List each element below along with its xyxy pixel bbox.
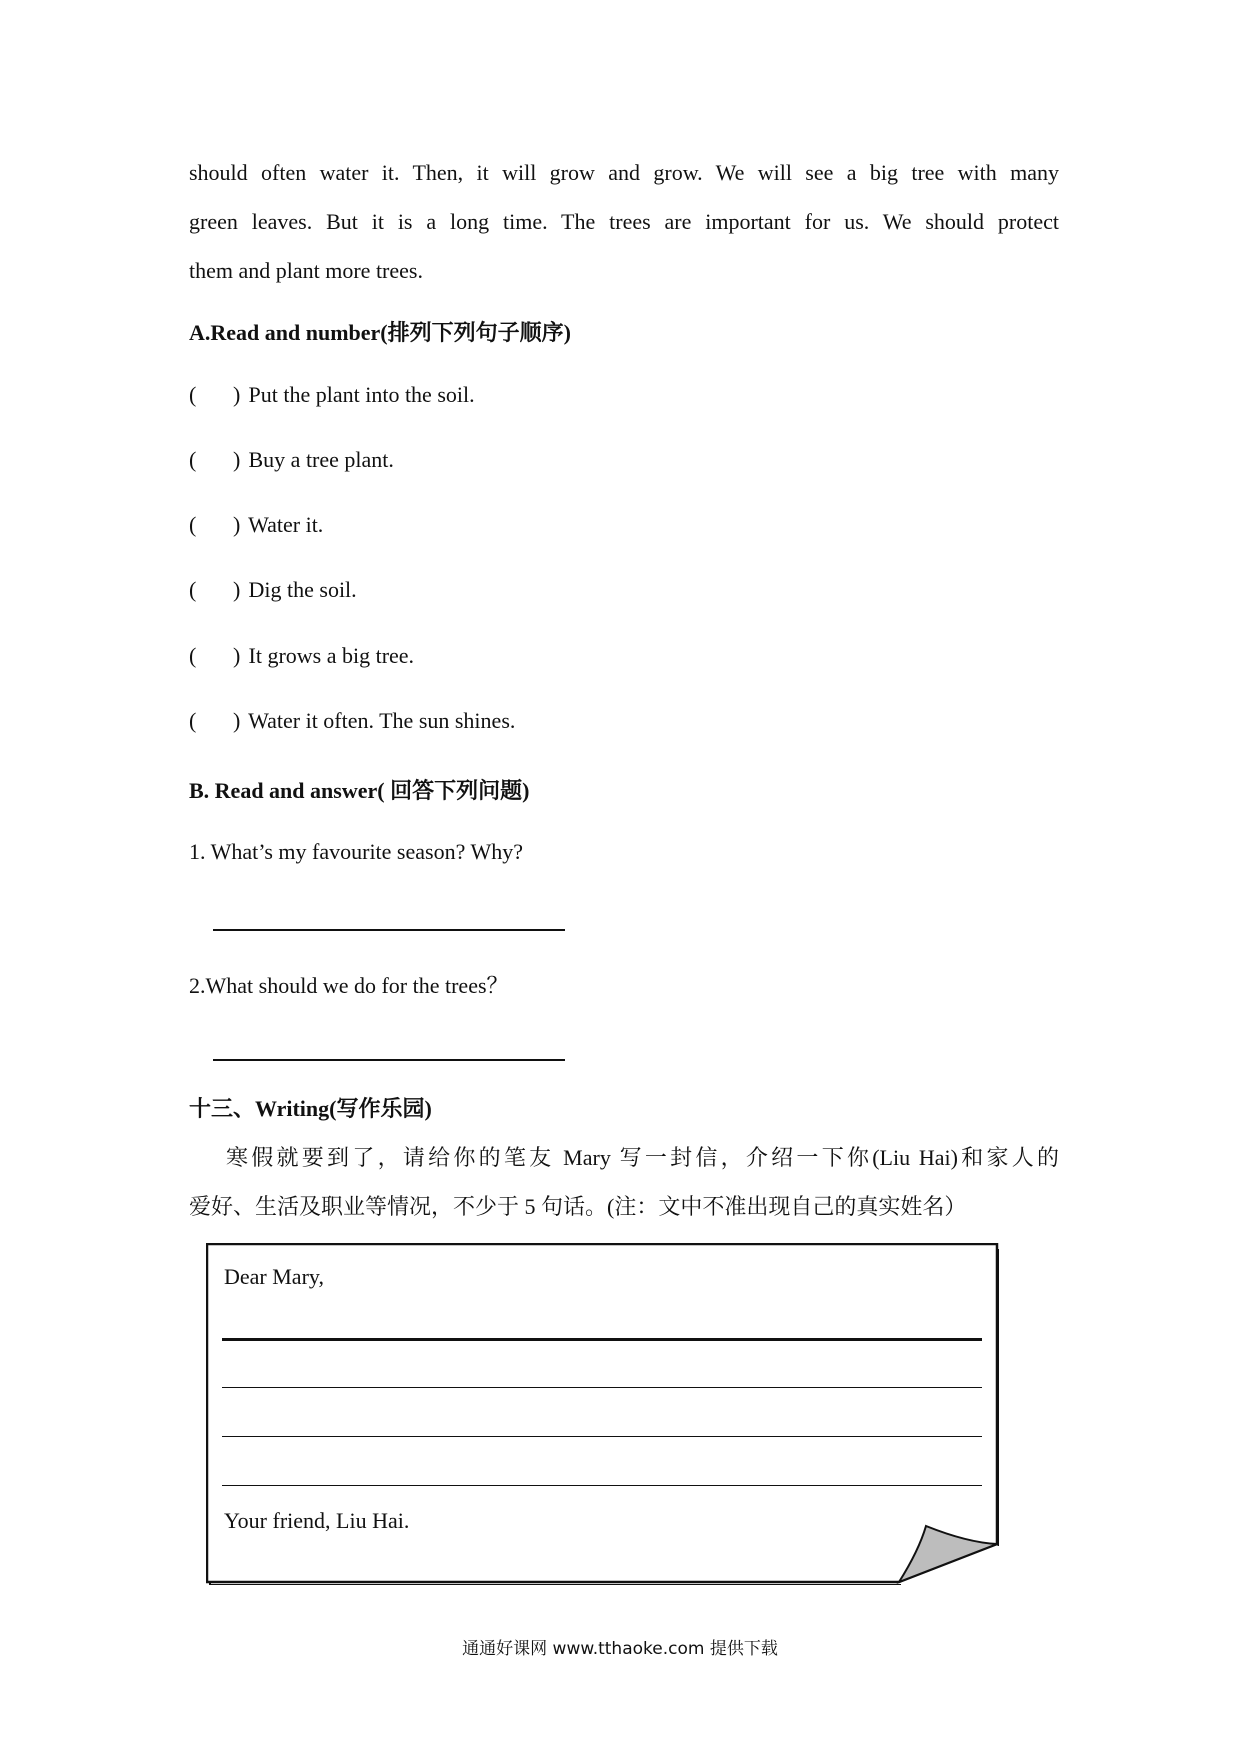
letter-writing-line-2[interactable] — [222, 1387, 982, 1388]
list-item — [189, 512, 323, 538]
writing-instruction-line-1: 寒假就要到了，请给你的笔友 Mary 写一封信，介绍一下你(Liu Hai)和家人的 — [226, 1145, 1059, 1170]
item-text: It grows a big tree. — [248, 643, 415, 668]
open-paren: ( — [189, 512, 197, 537]
section-13-title: 十三、Writing(写作乐园) — [189, 1096, 432, 1121]
item-text: Dig the soil. — [248, 577, 357, 602]
question-2: 2.What should we do for the trees？ — [189, 973, 509, 998]
item-text: Water it often. The sun shines. — [248, 708, 516, 733]
letter-box — [206, 1243, 999, 1585]
section-b-title: B. Read and answer( 回答下列问题) — [189, 778, 530, 803]
close-paren: ) — [233, 382, 241, 407]
letter-closing: Your friend, Liu Hai. — [224, 1508, 410, 1533]
list-item — [189, 708, 515, 734]
open-paren: ( — [189, 447, 197, 472]
item-text: Water it. — [248, 512, 324, 537]
close-paren: ) — [233, 577, 241, 602]
open-paren: ( — [189, 708, 197, 733]
open-paren: ( — [189, 382, 197, 407]
item-text: Buy a tree plant. — [248, 447, 394, 472]
close-paren: ) — [233, 708, 241, 733]
open-paren: ( — [189, 577, 197, 602]
answer-line-1[interactable] — [213, 929, 565, 931]
letter-writing-line-3[interactable] — [222, 1436, 982, 1437]
answer-line-2[interactable] — [213, 1059, 565, 1061]
close-paren: ) — [233, 512, 241, 537]
list-item — [189, 643, 414, 669]
close-paren: ) — [233, 643, 241, 668]
section-a-title: A.Read and number(排列下列句子顺序) — [189, 320, 571, 345]
close-paren: ) — [233, 447, 241, 472]
passage-line-3: them and plant more trees. — [189, 258, 423, 283]
writing-instruction-line-2: 爱好、生活及职业等情况，不少于 5 句话。(注：文中不准出现自己的真实姓名） — [189, 1194, 967, 1219]
letter-writing-line-4[interactable] — [222, 1485, 982, 1486]
question-1: 1. What’s my favourite season? Why? — [189, 839, 523, 864]
page-footer: 通通好课网 www.tthaoke.com 提供下载 — [462, 1639, 778, 1659]
letter-greeting: Dear Mary, — [224, 1264, 324, 1289]
list-item — [189, 382, 475, 408]
passage-line-1: should often water it. Then, it will grow and grow. We will see a big tree with many — [189, 160, 1059, 185]
letter-writing-line-1[interactable] — [222, 1338, 982, 1341]
list-item — [189, 577, 357, 603]
passage-line-2: green leaves. But it is a long time. The trees are important for us. We should protect — [189, 209, 1059, 234]
item-text: Put the plant into the soil. — [248, 382, 475, 407]
list-item — [189, 447, 394, 473]
open-paren: ( — [189, 643, 197, 668]
